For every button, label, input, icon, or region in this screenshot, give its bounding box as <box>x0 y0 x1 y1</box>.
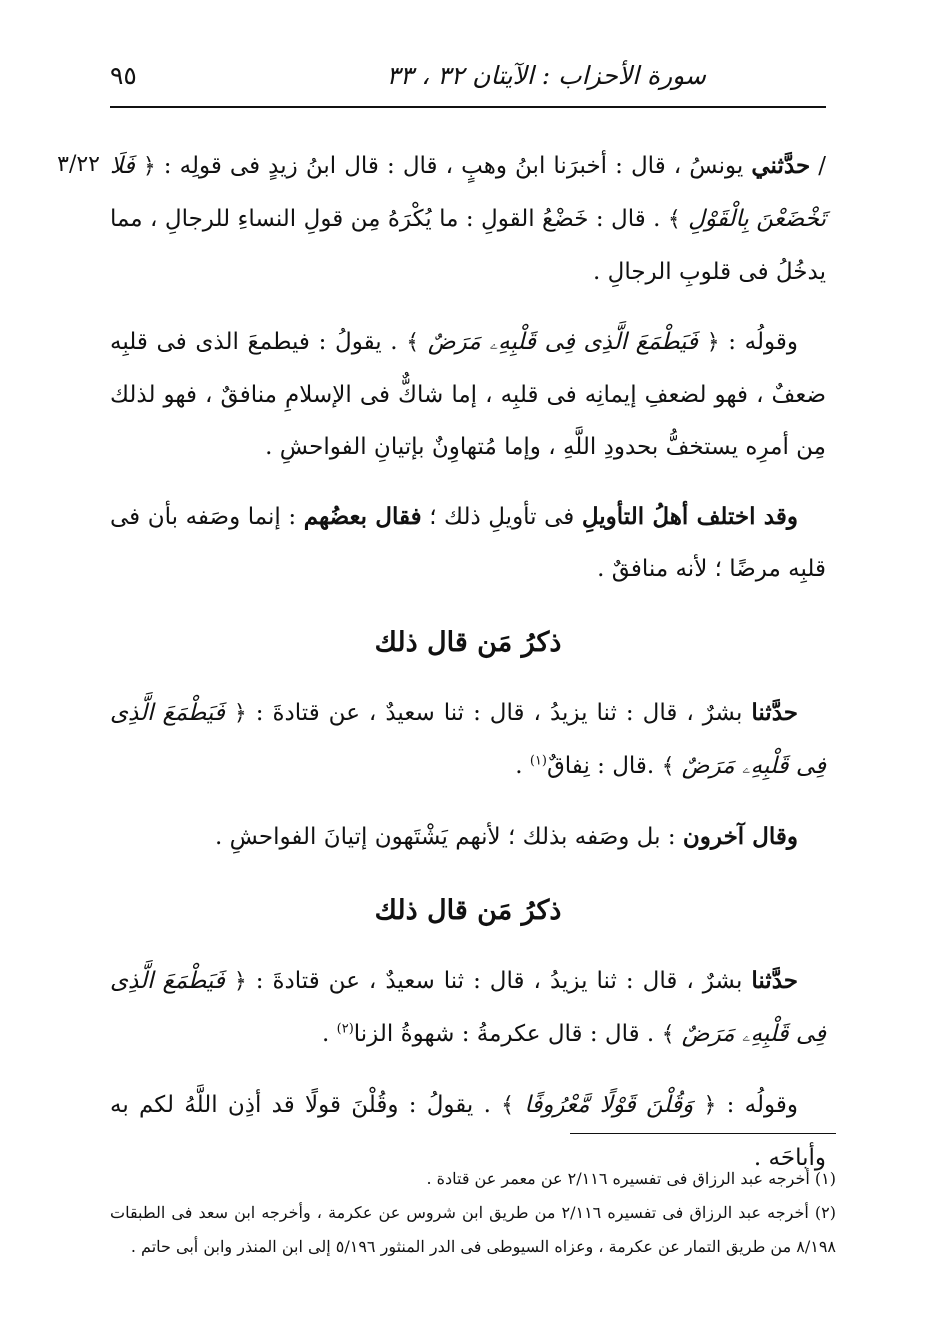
quran-bracket-close: ﴾ <box>501 1093 515 1118</box>
paragraph-3 <box>110 491 826 595</box>
footnotes <box>110 1162 836 1264</box>
quran-bracket-close: ﴾ <box>661 1022 675 1047</box>
paragraph-1 <box>110 140 826 298</box>
paragraph-text: بشرٌ ، قال : ثنا يزيدُ ، قال : ثنا سعيدٌ ، عن قتادةَ : <box>246 968 752 994</box>
running-head <box>110 55 826 105</box>
section-heading: ذكرُ مَن قال ذلك <box>374 895 562 926</box>
paragraph-text: : بل وصَفه بذلك ؛ لأنهم يَشْتَهون إتيانَ الفواحشِ . <box>214 824 683 850</box>
page-break-mark: / <box>818 153 827 179</box>
quran-verse: فَيَطْمَعَ الَّذِى فِى قَلْبِهِۦ مَرَضٌ <box>427 329 698 355</box>
paragraph-text: فى تأويلِ ذلك ؛ <box>421 504 582 530</box>
quran-bracket-open: ﴿ <box>706 330 720 355</box>
paragraph-text: . قال : قال عكرمةُ : شهوةُ الزنا <box>353 1021 662 1047</box>
quran-verse: فَيَطْمَعَ الَّذِى فِى قَلْبِهِۦ مَرَضٌ <box>110 700 826 779</box>
paragraph-text: . يقولُ : وقُلْنَ قولًا قد أذِن اللَّهُ لكم به وأباحَه . <box>110 1092 826 1171</box>
paragraph-text: يونسُ ، قال : أخبرَنا ابنُ وهبٍ ، قال : قال ابنُ زيدٍ فى قولِه : <box>155 153 752 179</box>
paragraph-5 <box>110 811 826 863</box>
quran-bracket-open: ﴿ <box>233 969 247 994</box>
running-head-title: سورة الأحزاب : الآيتان ٣٢ ، ٣٣ <box>386 61 706 90</box>
paragraph-text: . <box>515 753 530 779</box>
quran-bracket-open: ﴿ <box>142 154 156 179</box>
quran-bracket-close: ﴾ <box>406 330 420 355</box>
lead-phrase: وقد اختلف أهلُ التأويلِ <box>581 503 798 530</box>
footnote-rule <box>570 1133 836 1134</box>
paragraph-text: : إنما وصَفه بأن فى قلبِه مرضًا ؛ لأنه منافقٌ . <box>110 504 826 582</box>
lead-word: حدَّثنا <box>751 967 798 994</box>
footnote-1: (١) أخرجه عبد الرزاق فى تفسيره ٢/١١٦ عن معمر عن قتادة . <box>426 1169 836 1188</box>
header-rule <box>110 106 826 108</box>
paragraph-text: وقولُه : <box>719 329 799 355</box>
paragraph-4 <box>110 687 826 793</box>
paragraph-text: .قال : نِفاقٌ <box>546 753 662 779</box>
paragraph-6 <box>110 955 826 1061</box>
footnote-marker: (١) <box>529 753 547 769</box>
lead-phrase: فقال بعضُهم <box>303 503 422 530</box>
paragraph-text: بشرٌ ، قال : ثنا يزيدُ ، قال : ثنا سعيدٌ ، عن قتادةَ : <box>246 700 752 726</box>
quran-verse: فَلَا تَخْضَعْنَ بِالْقَوْلِ <box>110 153 826 232</box>
paragraph-text: وقولُه : <box>716 1092 799 1118</box>
section-heading: ذكرُ مَن قال ذلك <box>374 627 562 658</box>
quran-verse: وَقُلْنَ قَوْلًا مَّعْرُوفًا <box>524 1092 694 1118</box>
quran-bracket-open: ﴿ <box>233 701 247 726</box>
page-number: ٩٥ <box>110 61 137 90</box>
paragraph-text: . <box>322 1021 337 1047</box>
paragraph-text: . يقولُ : فيطمعَ الذى فى قلبِه ضعفٌ ، فهو لضعفِ إيمانِه فى قلبِه ، إما شاكٌّ فى الإسلامِ منافقٌ ، فهو لذلك مِن أمرِه يستخفُّ بحدودِ اللَّهِ ، وإما مُتهاوِنٌ بإتيانِ الفواحشِ . <box>110 329 826 460</box>
quran-verse: فَيَطْمَعَ الَّذِى فِى قَلْبِهِۦ مَرَضٌ <box>110 968 826 1047</box>
quran-bracket-open: ﴿ <box>703 1093 717 1118</box>
paragraph-text: . قال : خَضْعُ القولِ : ما يُكْرَهُ مِن قولِ النساءِ للرجالِ ، مما يدخُلُ فى قلوبِ الرجالِ . <box>110 206 826 285</box>
lead-word: حدَّثني <box>751 152 811 179</box>
paragraph-2 <box>110 316 826 473</box>
footnote-marker: (٢) <box>336 1021 354 1037</box>
margin-reference: ٣/٢٢ <box>57 152 100 177</box>
lead-word: حدَّثنا <box>751 699 798 726</box>
main-text <box>110 140 826 1202</box>
footnote-2: (٢) أخرجه عبد الرزاق فى تفسيره ٢/١١٦ من طريق ابن شروس عن عكرمة ، وأخرجه ابن سعد فى الطبقات ٨/١٩٨ من طريق التمار عن عكرمة ، وعزاه السيوطى فى الدر المنثور ٥/١٩٦ إلى ابن المنذر وابن أبى حاتم . <box>110 1203 836 1256</box>
lead-phrase: وقال آخرون <box>682 823 798 850</box>
quran-bracket-close: ﴾ <box>661 754 675 779</box>
quran-bracket-close: ﴾ <box>667 207 681 232</box>
